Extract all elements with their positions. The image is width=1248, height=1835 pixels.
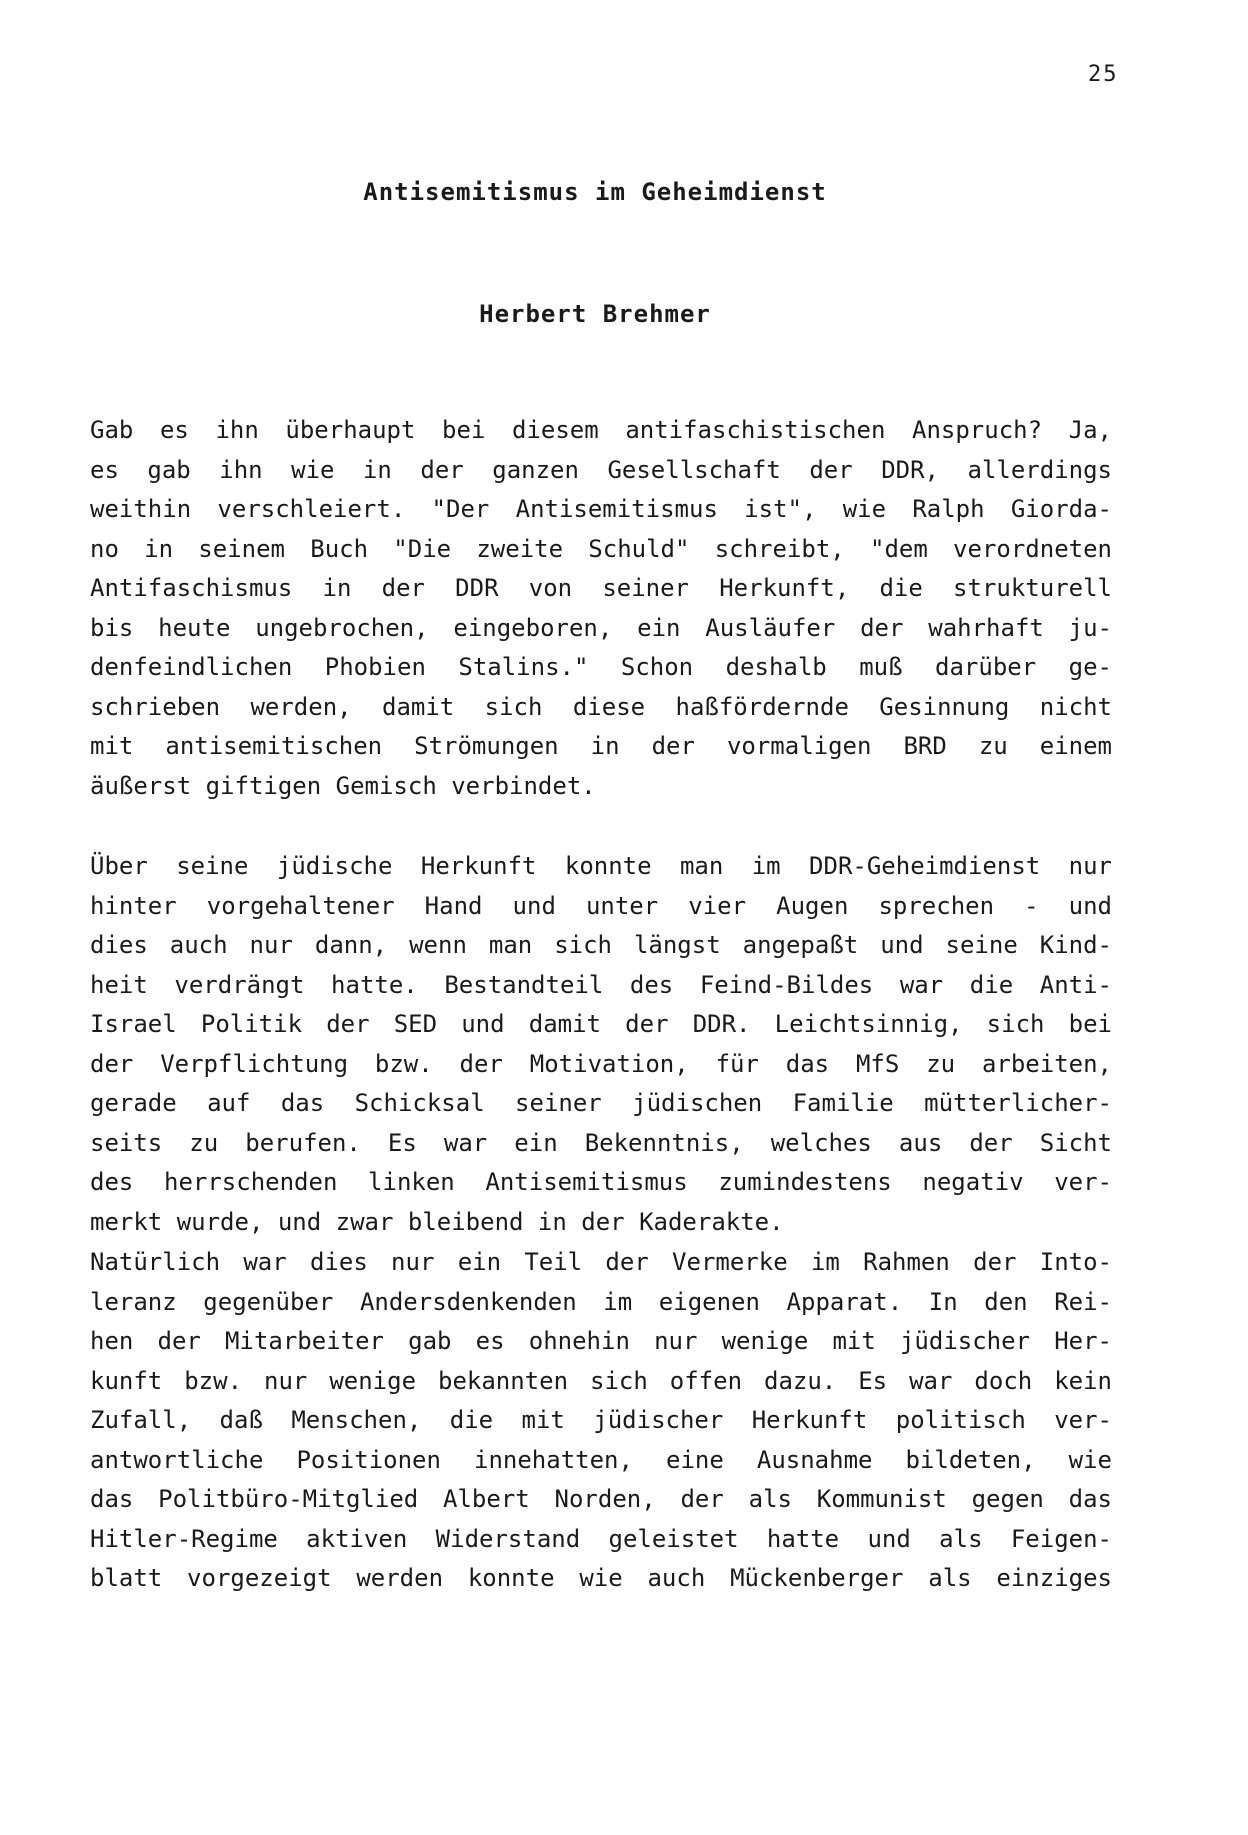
text-line: bis heute ungebrochen, eingeboren, ein Ausläufer der wahrhaft ju- bbox=[90, 613, 1112, 642]
article-title: Antisemitismus im Geheimdienst bbox=[363, 178, 827, 206]
text-line: heit verdrängt hatte. Bestandteil des Feind-Bildes war die Anti- bbox=[90, 970, 1112, 999]
text-line: Natürlich war dies nur ein Teil der Vermerke im Rahmen der Into- bbox=[90, 1248, 1112, 1276]
text-line: der Verpflichtung bzw. der Motivation, für das MfS zu arbeiten, bbox=[90, 1049, 1112, 1078]
text-line: antwortliche Positionen innehatten, eine Ausnahme bildeten, wie bbox=[90, 1445, 1112, 1474]
text-line: seits zu berufen. Es war ein Bekenntnis, welches aus der Sicht bbox=[90, 1128, 1112, 1157]
text-line: gerade auf das Schicksal seiner jüdischen Familie mütterlicher- bbox=[90, 1089, 1112, 1117]
text-line: des herrschenden linken Antisemitismus zumindestens negativ ver- bbox=[90, 1168, 1112, 1196]
text-line: Israel Politik der SED und damit der DDR. Leichtsinnig, sich bei bbox=[90, 1010, 1112, 1038]
text-line: dies auch nur dann, wenn man sich längst angepaßt und seine Kind- bbox=[90, 931, 1112, 959]
text-line: schrieben werden, damit sich diese haßfördernde Gesinnung nicht bbox=[90, 692, 1112, 721]
text-line: Antifaschismus in der DDR von seiner Herkunft, die strukturell bbox=[90, 574, 1112, 602]
paragraph-1 bbox=[90, 411, 1112, 806]
text-line: Zufall, daß Menschen, die mit jüdischer Herkunft politisch ver- bbox=[90, 1406, 1112, 1434]
text-line: weithin verschleiert. "Der Antisemitismus ist", wie Ralph Giorda- bbox=[90, 495, 1112, 523]
paragraph-3 bbox=[90, 1243, 1112, 1599]
text-line: no in seinem Buch "Die zweite Schuld" schreibt, "dem verordneten bbox=[90, 534, 1112, 563]
text-line: das Politbüro-Mitglied Albert Norden, der als Kommunist gegen das bbox=[90, 1485, 1112, 1513]
text-line: hinter vorgehaltener Hand und unter vier Augen sprechen - und bbox=[90, 891, 1112, 920]
text-line: mit antisemitischen Strömungen in der vormaligen BRD zu einem bbox=[90, 732, 1112, 760]
text-line: Über seine jüdische Herkunft konnte man im DDR-Geheimdienst nur bbox=[90, 852, 1112, 880]
text-line: leranz gegenüber Andersdenkenden im eigenen Apparat. In den Rei- bbox=[90, 1287, 1112, 1316]
page-number: 25 bbox=[1088, 62, 1119, 87]
paragraph-2 bbox=[90, 847, 1112, 1242]
text-line: äußerst giftigen Gemisch verbindet. bbox=[90, 771, 596, 800]
text-line: denfeindlichen Phobien Stalins." Schon deshalb muß darüber ge- bbox=[90, 653, 1112, 681]
text-line: hen der Mitarbeiter gab es ohnehin nur wenige mit jüdischer Her- bbox=[90, 1327, 1112, 1355]
text-line: Hitler-Regime aktiven Widerstand geleistet hatte und als Feigen- bbox=[90, 1524, 1112, 1553]
text-line: Gab es ihn überhaupt bei diesem antifaschistischen Anspruch? Ja, bbox=[90, 416, 1112, 444]
article-author: Herbert Brehmer bbox=[479, 300, 711, 328]
text-line: kunft bzw. nur wenige bekannten sich offen dazu. Es war doch kein bbox=[90, 1366, 1112, 1395]
text-line: blatt vorgezeigt werden konnte wie auch Mückenberger als einziges bbox=[90, 1564, 1112, 1592]
text-line: es gab ihn wie in der ganzen Gesellschaft der DDR, allerdings bbox=[90, 455, 1112, 484]
text-line: merkt wurde, und zwar bleibend in der Kaderakte. bbox=[90, 1207, 784, 1236]
